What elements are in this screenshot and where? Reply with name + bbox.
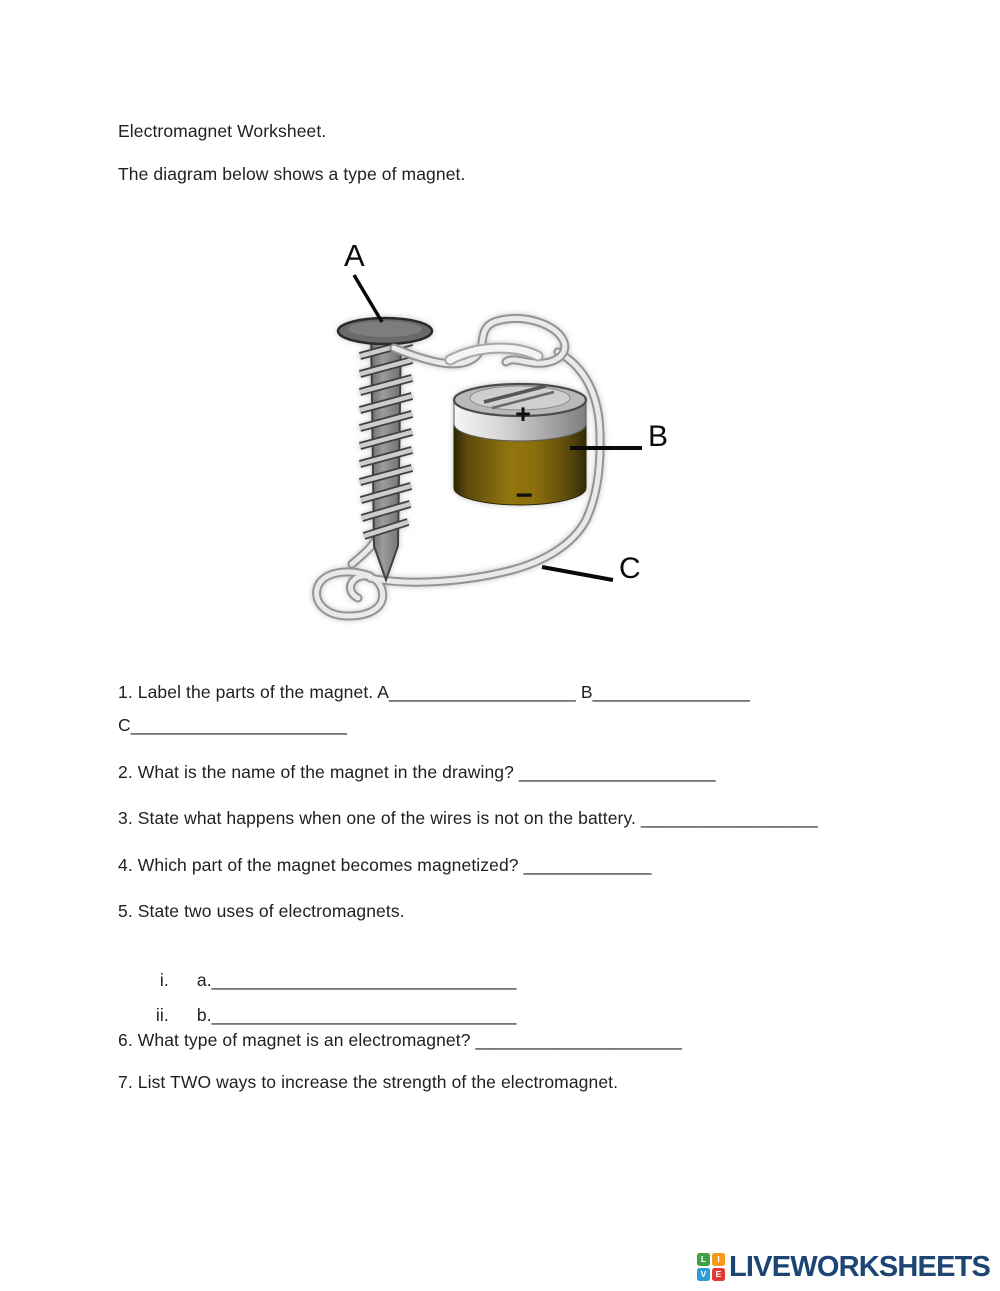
list-marker-i: i. [159, 970, 169, 990]
question-1: 1. Label the parts of the magnet. A___________________ B________________ [118, 682, 750, 702]
screw-head-highlight [348, 321, 422, 337]
worksheet-title: Electromagnet Worksheet. [118, 121, 327, 141]
electromagnet-diagram-svg [308, 228, 708, 633]
logo-letter-e: E [712, 1268, 725, 1281]
battery-minus-symbol: − [515, 479, 533, 512]
liveworksheets-wordmark: LIVEWORKSHEETS [729, 1251, 991, 1283]
label-a-leader-line [354, 275, 382, 322]
worksheet-intro: The diagram below shows a type of magnet. [118, 164, 466, 184]
label-c-leader-line [542, 567, 613, 580]
answer-line-a: a._______________________________ [196, 970, 517, 990]
question-7: 7. List TWO ways to increase the strength of the electromagnet. [118, 1072, 619, 1092]
question-5: 5. State two uses of electromagnets. [118, 901, 405, 921]
liveworksheets-logo[interactable] [697, 1252, 990, 1282]
list-marker-ii: ii. [155, 1005, 169, 1025]
diagram-label-a: A [344, 238, 365, 273]
question-2: 2. What is the name of the magnet in the drawing? ____________________ [118, 762, 716, 782]
electromagnet-diagram [308, 228, 708, 633]
question-1-c: C______________________ [118, 715, 348, 735]
logo-letter-v: V [697, 1268, 710, 1281]
question-4: 4. Which part of the magnet becomes magnetized? _____________ [118, 855, 652, 875]
battery-graphic [454, 384, 586, 512]
question-6: 6. What type of magnet is an electromagnet? _____________________ [118, 1030, 682, 1050]
question-3: 3. State what happens when one of the wires is not on the battery. __________________ [118, 808, 818, 828]
liveworksheets-logo-grid-icon [697, 1253, 725, 1281]
logo-letter-l: L [697, 1253, 710, 1266]
diagram-label-c: C [619, 552, 641, 585]
logo-letter-i: I [712, 1253, 725, 1266]
diagram-label-b: B [648, 420, 669, 453]
wire-coil [360, 342, 412, 536]
answer-line-b: b._______________________________ [196, 1005, 517, 1025]
battery-plus-symbol: + [515, 399, 531, 429]
